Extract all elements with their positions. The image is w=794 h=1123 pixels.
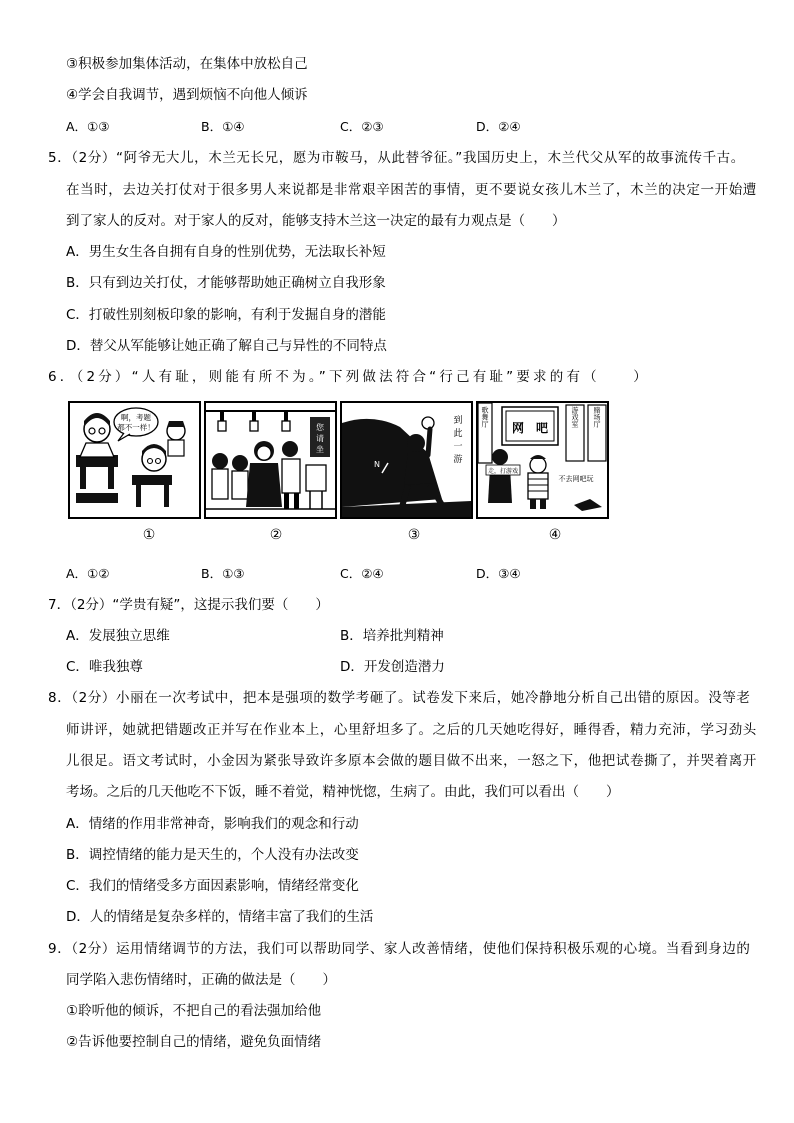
q5-option-b: B．只有到边关打仗，才能够帮助她正确树立自我形象 [66,275,386,291]
cartoon-4-sign-center: 网 吧 [511,421,549,435]
cartoon-3-graffiti-line3: 一 [453,442,463,452]
cartoon-2-sign-line3: 坐 [316,445,324,454]
cartoon-3-graffiti-line1: 到 [453,416,463,426]
cartoon-1-exam-room [68,401,201,519]
cartoon-2-sign-line2: 请 [316,434,324,443]
cartoon-4-speech: 不去网吧玩 [558,475,594,483]
q9-stem-line2: 同学陷入悲伤情绪时，正确的做法是（ ） [66,972,336,988]
cartoon-4-sign-casino: 赌场厅 [593,406,601,428]
q8-stem-line3: 儿很足。语文考试时，小金因为紧张导致许多原本会做的题目做不出来，一怒之下，他把试卷撕了，并哭着离开 [66,753,757,769]
q5-option-a: A．男生女生各自拥有自身的性别优势，无法取长补短 [66,244,386,260]
q8-option-c: C．我们的情绪受多方面因素影响，情绪经常变化 [66,878,359,894]
q4-option-c: C．②③ [340,119,384,134]
q4-item-3: ③积极参加集体活动，在集体中放松自己 [66,56,308,72]
q8-option-d: D．人的情绪是复杂多样的，情绪丰富了我们的生活 [66,909,374,925]
q7-option-d: D．开发创造潜力 [340,659,445,675]
q7-option-a: A．发展独立思维 [66,628,170,644]
q8-stem-line2: 师讲评，她就把错题改正并写在作业本上，心里舒坦多了。之后的几天她吃得好，睡得香，精力充沛，学习劲头 [66,722,757,738]
q4-item-4: ④学会自我调节，遇到烦恼不向他人倾诉 [66,87,308,103]
q5-stem-line3: 到了家人的反对。对于家人的反对，能够支持木兰这一决定的最有力观点是（ ） [66,213,566,229]
q6-option-d: D．③④ [476,566,521,581]
q6-option-c: C．②④ [340,566,384,581]
q9-item-1: ①聆听他的倾诉，不把自己的看法强加给他 [66,1003,322,1019]
cartoon-3-graffiti [340,401,473,519]
q8-option-a: A．情绪的作用非常神奇，影响我们的观念和行动 [66,816,359,832]
cartoon-label-2: ② [269,527,283,543]
cartoon-4-speech-small: 走，打游戏 [487,468,519,475]
cartoon-1-bubble-line1: 啊，考题 [121,413,151,422]
q6-option-b: B．①③ [201,566,245,581]
q6-stem: 6．（2分）“人有耻，则能有所不为。”下列做法符合“行己有耻”要求的有（ ） [48,369,650,385]
cartoon-1-bubble-line2: 都不一样！ [117,423,155,432]
q8-stem-line1: 8．（2分）小丽在一次考试中，把本是强项的数学考砸了。试卷发下来后，她冷静地分析自己出错的原因。没等老 [48,690,751,706]
cartoon-4-sign-game: 游戏室 [571,406,579,428]
q9-item-2: ②告诉他要控制自己的情绪，避免负面情绪 [66,1034,322,1050]
q7-stem: 7．（2分）“学贵有疑”，这提示我们要（ ） [48,597,329,613]
q4-option-b: B．①④ [201,119,245,134]
q8-option-b: B．调控情绪的能力是天生的，个人没有办法改变 [66,847,359,863]
cartoon-2-bus-seat [204,401,337,519]
q5-option-c: C．打破性别刻板印象的影响，有利于发掘自身的潜能 [66,307,386,323]
cartoon-label-1: ① [142,527,156,543]
cartoon-2-sign-line1: 您 [316,423,324,432]
q5-stem-line2: 在当时，去边关打仗对于很多男人来说都是非常艰辛困苦的事情，更不要说女孩儿木兰了，木兰的决定一开始遭 [66,182,757,198]
cartoon-3-graffiti-line4: 游 [453,455,463,465]
cartoon-3-graffiti-line2: 此 [453,429,463,439]
q8-stem-line4: 考场。之后的几天他吃不下饭，睡不着觉，精神恍惚，生病了。由此，我们可以看出（ ） [66,784,620,800]
q4-option-d: D．②④ [476,119,521,134]
svg-text:N: N [374,460,380,469]
q7-option-b: B．培养批判精神 [340,628,444,644]
cartoon-4-sign-left: 歌舞厅 [481,406,489,428]
q5-option-d: D．替父从军能够让她正确了解自己与异性的不同特点 [66,338,387,354]
cartoon-4-internet-cafe [476,401,609,519]
q6-option-a: A．①② [66,566,110,581]
q4-option-a: A．①③ [66,119,110,134]
cartoon-label-3: ③ [407,527,421,543]
cartoon-label-4: ④ [548,527,562,543]
q9-stem-line1: 9．（2分）运用情绪调节的方法，我们可以帮助同学、家人改善情绪，使他们保持积极乐观的心境。当看到身边的 [48,941,751,957]
q7-option-c: C．唯我独尊 [66,659,143,675]
q5-stem-line1: 5．（2分）“阿爷无大儿，木兰无长兄，愿为市鞍马，从此替爷征。”我国历史上，木兰代父从军的故事流传千古。 [48,150,745,166]
